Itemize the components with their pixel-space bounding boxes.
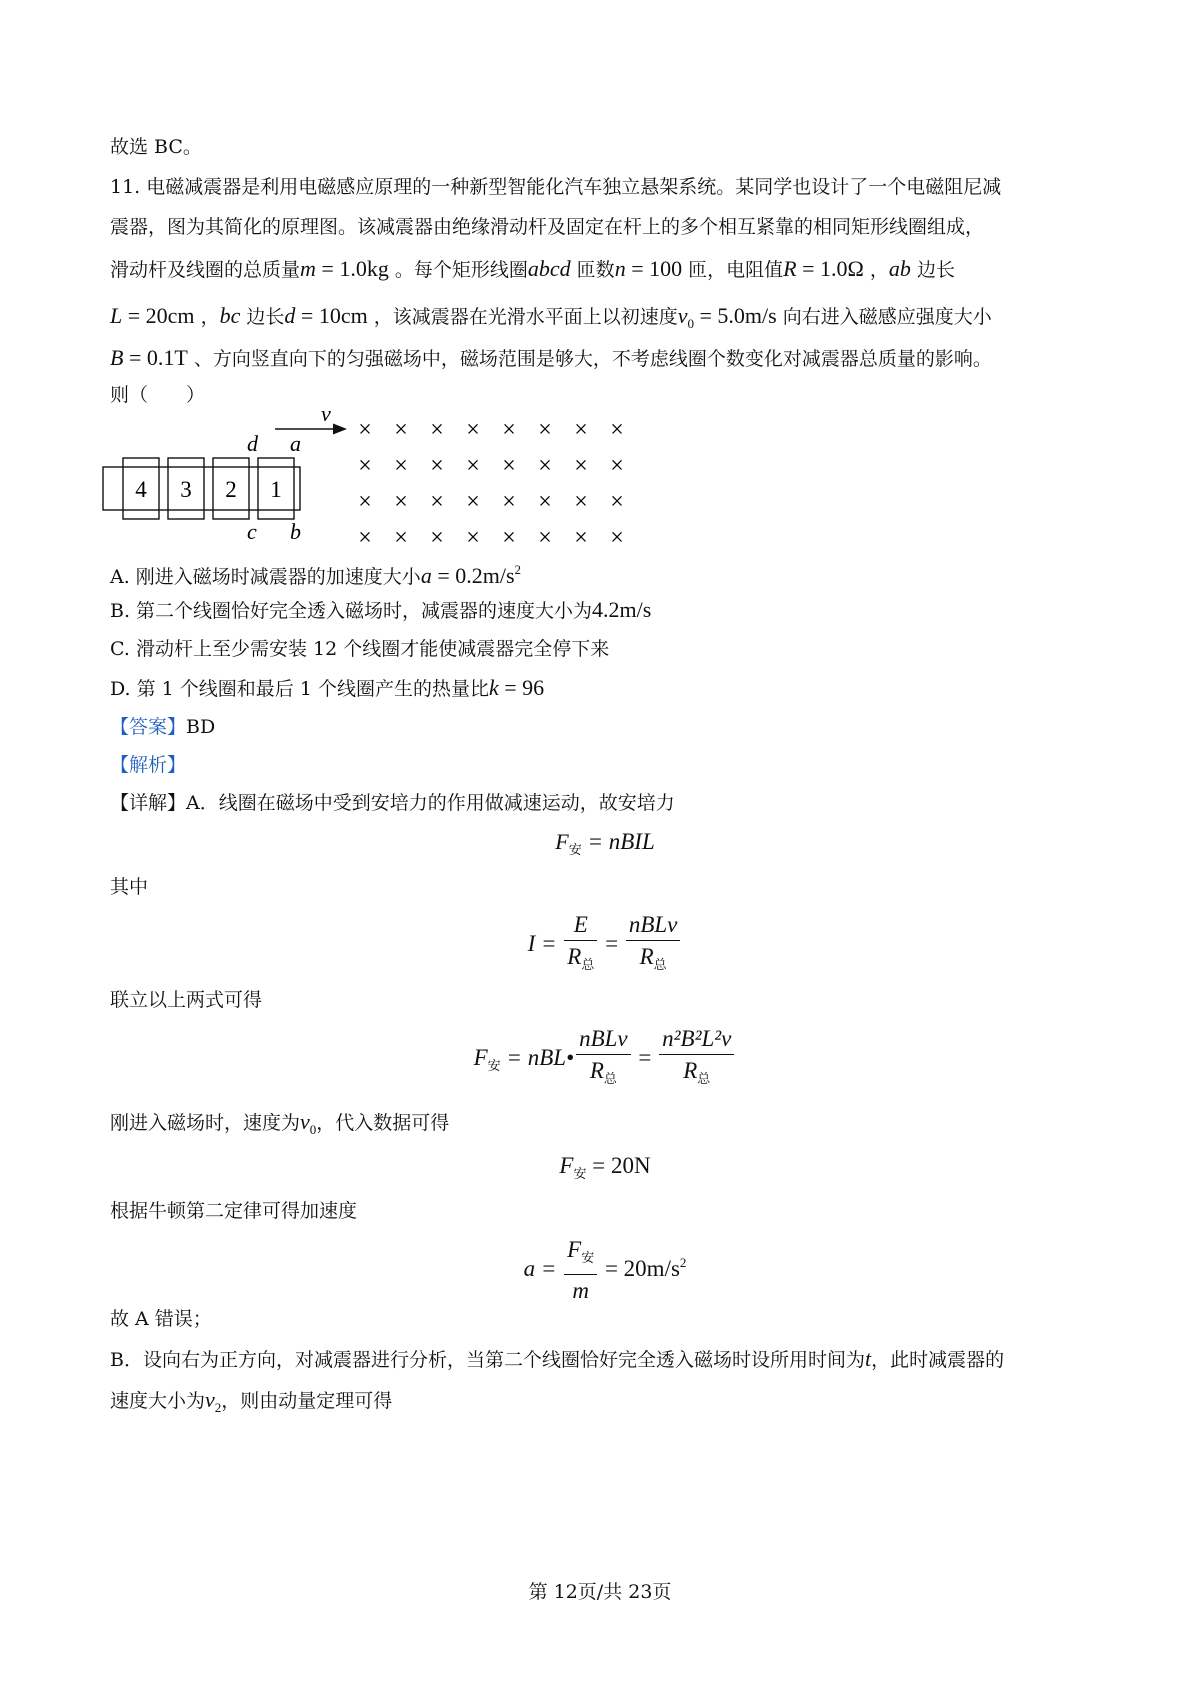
field-cross: × [610,417,624,443]
text-b-analysis-2 [110,1387,1100,1421]
math-value: 4.2m/s [592,597,652,622]
question-text: 、方向竖直向下的匀强磁场中，磁场范围是够大，不考虑线圈个数变化对减震器总质量的影响。 [187,348,992,370]
answer-label: 【答案】 [110,716,187,738]
math-value: = 10cm [295,303,368,328]
field-cross: × [430,453,444,479]
analysis-line [110,752,1100,778]
fraction [576,1026,631,1093]
velocity-arrow-head [333,424,347,435]
math-value: = 0.2m/s [431,563,515,588]
equation-force-value [110,1153,1100,1182]
field-cross: × [574,525,588,551]
math-symbol: abcd [527,256,571,281]
field-cross: × [466,417,480,443]
equation-acceleration [110,1237,1100,1304]
option-a [110,557,1100,590]
field-cross: × [466,489,480,515]
field-cross: × [574,453,588,479]
math-expression: = 20m/s [599,1255,680,1281]
math-subscript: 总 [603,1072,617,1087]
question-text: 边长 [240,306,285,328]
answer-line [110,714,1100,740]
magnetic-field [358,417,624,551]
question-11-line-4 [110,303,1100,337]
velocity-label: v [321,405,331,426]
coil-number-3: 3 [180,477,192,502]
math-subscript: 总 [697,1072,711,1087]
body-text: 其中 [110,876,149,898]
math-symbol: F [559,1153,574,1178]
field-cross: × [466,453,480,479]
question-text: 则（ ） [110,384,206,406]
denominator: R [639,944,654,969]
detail-line [110,790,1100,816]
equation-current [110,912,1100,979]
option-text: C. 滑动杆上至少需安装 12 个线圈才能使减震器完全停下来 [110,638,610,660]
field-cross: × [502,453,516,479]
field-cross: × [610,453,624,479]
text-a-wrong [110,1306,1100,1332]
corner-label-b: b [290,519,301,544]
math-subscript: 0 [309,1122,317,1137]
math-value: = 1.0kg [315,256,389,281]
math-symbol: bc [219,303,241,328]
math-expression: I = [527,930,563,956]
math-superscript: 2 [514,562,522,577]
option-text: D. 第 1 个线圈和最后 1 个线圈产生的热量比 [110,678,489,700]
math-value: = 5.0m/s [694,303,777,328]
previous-conclusion [110,134,1100,160]
detail-text: A．线圈在磁场中受到安培力的作用做减速运动，故安培力 [186,792,675,814]
answer-value: BD [186,716,216,738]
question-text: 11. 电磁减震器是利用电磁感应原理的一种新型智能化汽车独立悬架系统。某同学也设计了一个电磁阻尼减 [110,176,1002,198]
field-cross: × [466,525,480,551]
body-text: 故 A 错误； [110,1308,212,1330]
damper-diagram [95,405,695,555]
field-cross: × [610,489,624,515]
question-text: 匝，电阻值 [682,259,784,281]
analysis-label: 【解析】 [110,754,187,776]
field-cross: × [538,453,552,479]
question-text: ， [863,259,889,281]
question-text: 。每个矩形线圈 [388,259,528,281]
question-text: 向右进入磁感应强度大小 [776,306,992,328]
field-cross: × [574,489,588,515]
field-cross: × [358,489,372,515]
field-cross: × [394,525,408,551]
math-subscript: 0 [687,316,695,331]
coil-number-4: 4 [135,477,147,502]
field-cross: × [538,489,552,515]
question-text: 震器，图为其简化的原理图。该减震器由绝缘滑动杆及固定在杆上的多个相互紧靠的相同矩形线圈组成， [110,216,985,238]
field-cross: × [538,417,552,443]
denominator: m [572,1278,589,1303]
math-superscript: 2 [679,1254,687,1270]
denominator: R [567,944,582,969]
field-cross: × [358,453,372,479]
body-text: 联立以上两式可得 [110,989,263,1011]
math-operator: = [632,1044,658,1070]
fraction [659,1026,734,1093]
fraction [626,912,681,979]
question-11-line-1 [110,174,1100,200]
question-11-line-3 [110,256,1100,283]
field-cross: × [502,489,516,515]
option-text: B. 第二个线圈恰好完全透入磁场时，减震器的速度大小为 [110,600,593,622]
field-cross: × [538,525,552,551]
math-symbol: k [488,675,499,700]
option-b [110,597,1100,624]
numerator: nBLv [576,1026,631,1055]
numerator: n²B²L²v [659,1026,734,1055]
fraction [564,912,597,979]
math-symbol: n [614,256,626,281]
math-subscript: 安 [487,1058,501,1074]
previous-conclusion-text: 故选 BC。 [110,136,202,158]
math-expression: = 20N [586,1153,651,1178]
body-text: 刚进入磁场时，速度为 [110,1112,301,1134]
option-text: A. 刚进入磁场时减震器的加速度大小 [110,566,421,588]
field-cross: × [430,489,444,515]
page-footer [0,1577,1200,1604]
text-lianli [110,987,1100,1013]
math-subscript: 总 [581,958,595,973]
equation-combined [110,1026,1100,1093]
question-11-line-2 [110,214,1100,240]
question-text: ， [194,306,220,328]
math-symbol: m [300,256,316,281]
math-symbol: v [205,1387,215,1412]
fraction [564,1237,597,1304]
math-symbol: F [473,1044,488,1070]
denominator: R [589,1058,604,1083]
body-text: ，代入数据可得 [316,1112,450,1134]
option-c [110,636,1100,662]
field-cross: × [574,417,588,443]
question-text: 滑动杆及线圈的总质量 [110,259,301,281]
math-symbol: F [555,829,569,854]
numerator: F [567,1237,582,1262]
corner-label-a: a [290,431,301,456]
math-value: = 96 [498,675,545,700]
question-11-line-5 [110,345,1100,372]
math-symbol: a [420,563,432,588]
coil-number-2: 2 [225,477,237,502]
body-text: ，则由动量定理可得 [221,1390,393,1412]
math-value: = 20cm [122,303,195,328]
field-cross: × [394,417,408,443]
math-expression: = nBIL [581,829,655,854]
option-d [110,675,1100,702]
body-text: B．设向右为正方向，对减震器进行分析，当第二个线圈恰好完全透入磁场时设所用时间为 [110,1349,865,1371]
math-operator: = [599,930,624,956]
field-cross: × [430,525,444,551]
math-expression: a = [523,1255,563,1281]
question-text: 匝数 [570,259,615,281]
math-symbol: B [110,345,124,370]
field-cross: × [502,417,516,443]
math-expression: = nBL• [500,1044,575,1070]
page-number: 第 12页/共 23页 [528,1581,672,1603]
corner-label-c: c [247,519,257,544]
question-text: 边长 [910,259,955,281]
math-subscript: 安 [581,1251,595,1266]
math-symbol: v [677,303,688,328]
text-qizhong [110,874,1100,900]
field-cross: × [394,453,408,479]
denominator: R [683,1058,698,1083]
numerator: E [564,912,597,941]
field-cross: × [610,525,624,551]
field-cross: × [430,417,444,443]
math-symbol: ab [888,256,911,281]
math-symbol: L [110,303,123,328]
field-cross: × [358,417,372,443]
question-text: ，该减震器在光滑水平面上以初速度 [367,306,678,328]
text-b-analysis-1 [110,1346,1100,1373]
coil-number-1: 1 [270,477,282,502]
math-value: = 1.0Ω [796,256,864,281]
body-text: 根据牛顿第二定律可得加速度 [110,1200,358,1222]
numerator: nBLv [626,912,681,941]
text-newton [110,1198,1100,1224]
math-subscript: 安 [568,843,582,858]
detail-label: 【详解】 [110,792,187,814]
text-initial-velocity [110,1109,1100,1143]
body-text: ，此时减震器的 [871,1349,1005,1371]
math-symbol: R [783,256,797,281]
body-text: 速度大小为 [110,1390,206,1412]
field-cross: × [394,489,408,515]
math-symbol: v [300,1109,310,1134]
math-symbol: t [864,1346,872,1371]
math-subscript: 2 [214,1400,222,1415]
math-symbol: d [284,303,296,328]
equation-ampere-force [110,829,1100,858]
field-cross: × [358,525,372,551]
math-subscript: 总 [653,958,667,973]
corner-label-d: d [247,431,258,456]
math-subscript: 安 [573,1167,587,1182]
math-value: = 0.1T [123,345,188,370]
field-cross: × [502,525,516,551]
math-value: = 100 [625,256,683,281]
